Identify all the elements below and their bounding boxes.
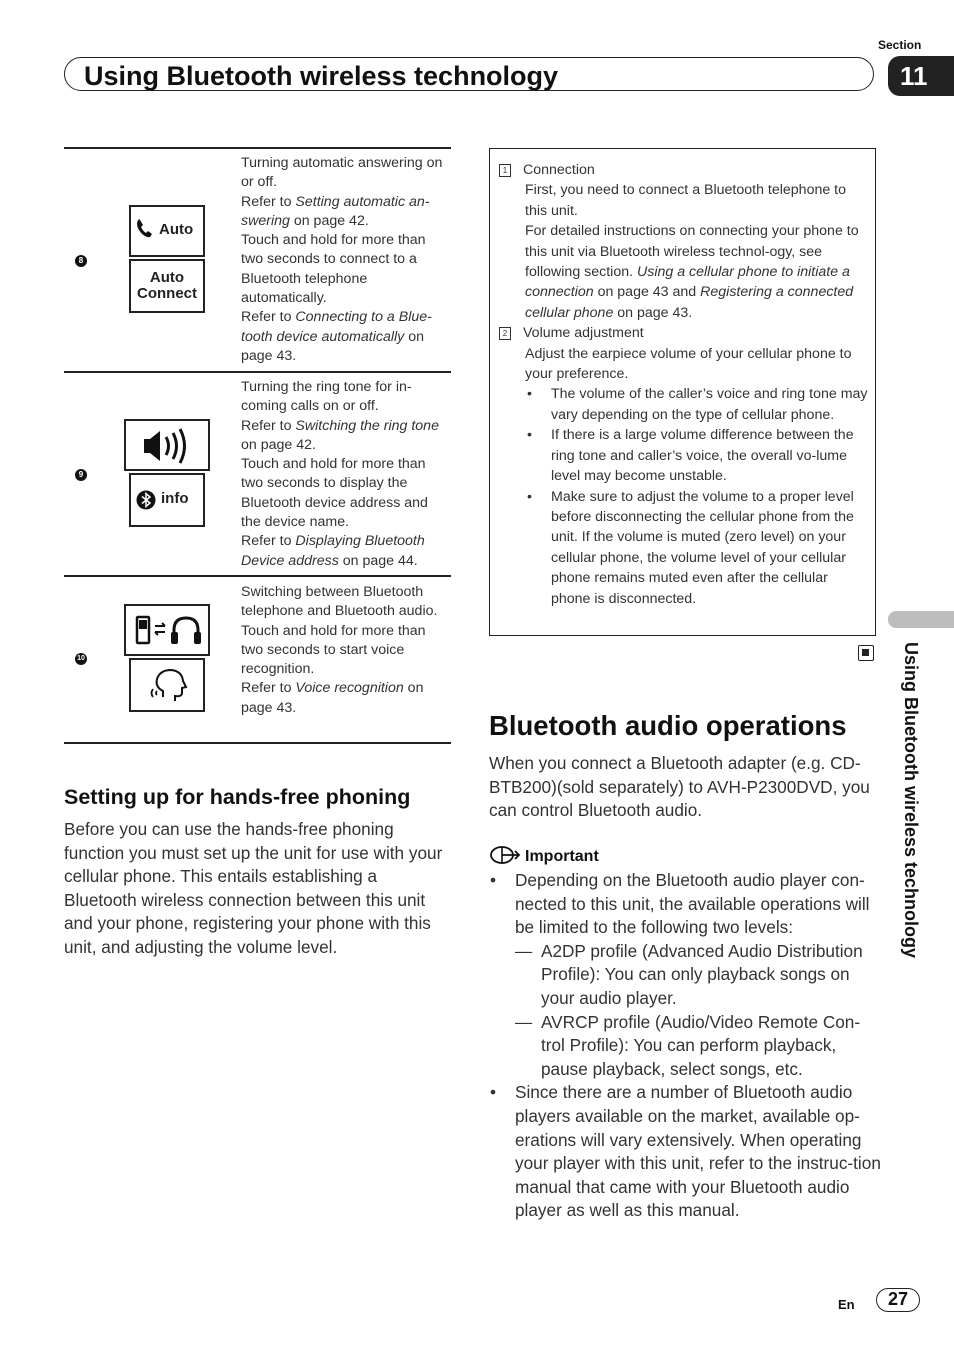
ref-page: on page 42. <box>241 436 316 453</box>
bullet-item: • Depending on the Bluetooth audio player con-nected to this unit, the available operations will be limited to the following two levels: <box>489 869 881 940</box>
step-text-part: on page 43 and <box>593 284 701 301</box>
row-description <box>241 154 446 366</box>
ref-page: on page 44. <box>338 552 418 569</box>
row-number: 8 <box>75 255 87 267</box>
table-row-divider <box>64 371 451 373</box>
ref-page: on page 43. <box>241 680 424 716</box>
table-row-divider <box>64 575 451 577</box>
important-list <box>489 869 881 1223</box>
row-text-line: Switching between Bluetooth telephone and Bluetooth audio. <box>241 584 438 620</box>
ref-prefix: Refer to <box>241 309 296 326</box>
step-text: Adjust the earpiece volume of your cellular phone to your preference. <box>525 345 852 383</box>
ref-title: Displaying Bluetooth Device address <box>241 533 425 569</box>
section-body: When you connect a Bluetooth adapter (e.g. CD-BTB200)(sold separately) to AVH-P2300DVD, you can control Bluetooth audio. <box>489 753 870 821</box>
section-heading: Setting up for hands-free phoning <box>64 785 411 809</box>
dash-item: — A2DP profile (Advanced Audio Distribution Profile): You can only playback songs on your audio player. <box>489 940 881 1011</box>
section-number: 11 <box>888 56 954 96</box>
row-reference <box>241 532 446 571</box>
phone-audio-switch-button[interactable] <box>124 604 210 656</box>
phone-icon <box>134 216 158 240</box>
bullet-item: • Make sure to adjust the volume to a proper level before disconnecting the cellular phone from the unit. If the volume is muted (zero level) on your cellular phone, the volume level of your cellular phone remains muted even after the cellular phone is disconnected. <box>499 487 871 609</box>
side-section-title: Using Bluetooth wireless technology <box>901 642 921 959</box>
row-number: 10 <box>75 653 87 665</box>
voice-head-icon <box>149 667 189 705</box>
row-number: 9 <box>75 469 87 481</box>
bullet-item: • If there is a large volume difference between the ring tone and caller’s voice, the overall vo-lume level may become unstable. <box>499 425 871 486</box>
row-description <box>241 583 446 718</box>
bullet-item: • The volume of the caller’s voice and ring tone may vary depending on the type of cellular phone. <box>499 384 871 425</box>
important-heading <box>489 845 599 866</box>
row-reference <box>241 308 446 366</box>
speaker-icon <box>142 427 194 465</box>
bullet-item: • Since there are a number of Bluetooth audio players available on the market, available op-erations will vary extensively. When operating your player with this unit, refer to the instruc-tion manual that came with your Bluetooth audio player as well as this manual. <box>489 1081 881 1223</box>
language-label: En <box>838 1297 855 1312</box>
step-title <box>499 323 871 343</box>
ref-prefix: Refer to <box>241 680 296 697</box>
row-text-line: Touch and hold for more than two seconds to start voice recognition. <box>241 622 426 678</box>
step-number: 2 <box>499 327 511 340</box>
steps-content <box>499 160 871 609</box>
ring-tone-button[interactable] <box>124 419 210 471</box>
section-body: Before you can use the hands-free phoning function you must set up the unit for use with your cellular phone. This entails establishing a Bluetooth wireless connection between this unit and your phone, registering your phone with this unit, and adjusting the volume level. <box>64 819 443 957</box>
auto-answer-button[interactable] <box>129 205 205 257</box>
page-title: Using Bluetooth wireless technology <box>84 61 559 91</box>
row-text-line: Touch and hold for more than two seconds to display the Bluetooth device address and the device name. <box>241 456 428 531</box>
auto-connect-label-2: Connect <box>137 285 197 302</box>
step-title-text: Volume adjustment <box>523 325 644 342</box>
step-title-text: Connection <box>523 162 595 178</box>
auto-connect-button[interactable] <box>129 259 205 313</box>
row-text-line: Turning automatic answering on or off. <box>241 155 443 191</box>
bluetooth-icon <box>136 490 156 510</box>
step-text: First, you need to connect a Bluetooth telephone to this unit. <box>525 182 847 219</box>
device-info-button[interactable] <box>129 473 205 527</box>
ref-title: Switching the ring tone <box>295 417 439 434</box>
auto-label: Auto <box>159 221 194 238</box>
section-label: Section <box>878 38 922 52</box>
step-text-part: on page 43. <box>613 304 693 321</box>
auto-connect-label-1: Auto <box>149 269 185 286</box>
ref-title: Voice recognition <box>295 680 404 697</box>
row-reference <box>241 417 446 456</box>
page-number: 27 <box>876 1288 920 1312</box>
step-number: 1 <box>499 164 511 177</box>
row-description <box>241 378 446 571</box>
ref-prefix: Refer to <box>241 417 296 434</box>
phone-audio-switch-icon <box>134 612 204 650</box>
row-reference <box>241 193 446 232</box>
important-icon <box>489 845 521 865</box>
table-top-rule <box>64 147 451 149</box>
row-reference <box>241 679 446 718</box>
step-text-part: For detailed instructions on connecting your phone to this unit via Bluetooth wireless technol-ogy, see following section. <box>525 223 859 281</box>
ref-prefix: Refer to <box>241 533 296 550</box>
end-mark-icon <box>858 645 874 661</box>
ref-title: Registering a connected cellular phone <box>525 284 854 321</box>
ref-prefix: Refer to <box>241 193 296 210</box>
ref-page: on page 42. <box>289 212 369 229</box>
info-label: info <box>161 490 189 507</box>
ref-title: Connecting to a Blue-tooth device automatically <box>241 309 432 345</box>
table-bottom-rule <box>64 742 451 744</box>
step-title <box>499 160 871 180</box>
voice-recognition-button[interactable] <box>129 658 205 712</box>
section-heading: Bluetooth audio operations <box>489 710 847 741</box>
important-label: Important <box>525 848 599 865</box>
row-text-line: Turning the ring tone for in-coming calls on or off. <box>241 379 412 415</box>
ref-title: Using a cellular phone to initiate a connection <box>525 264 850 301</box>
side-tab <box>888 611 954 628</box>
step-text <box>499 221 871 323</box>
dash-item: — AVRCP profile (Audio/Video Remote Con-trol Profile): You can perform playback, pause playback, select songs, etc. <box>489 1011 881 1082</box>
ref-title: Setting automatic an-swering <box>241 193 430 229</box>
ref-page: on page 43. <box>241 328 424 364</box>
row-text-line: Touch and hold for more than two seconds to connect to a Bluetooth telephone automatically. <box>241 232 426 307</box>
